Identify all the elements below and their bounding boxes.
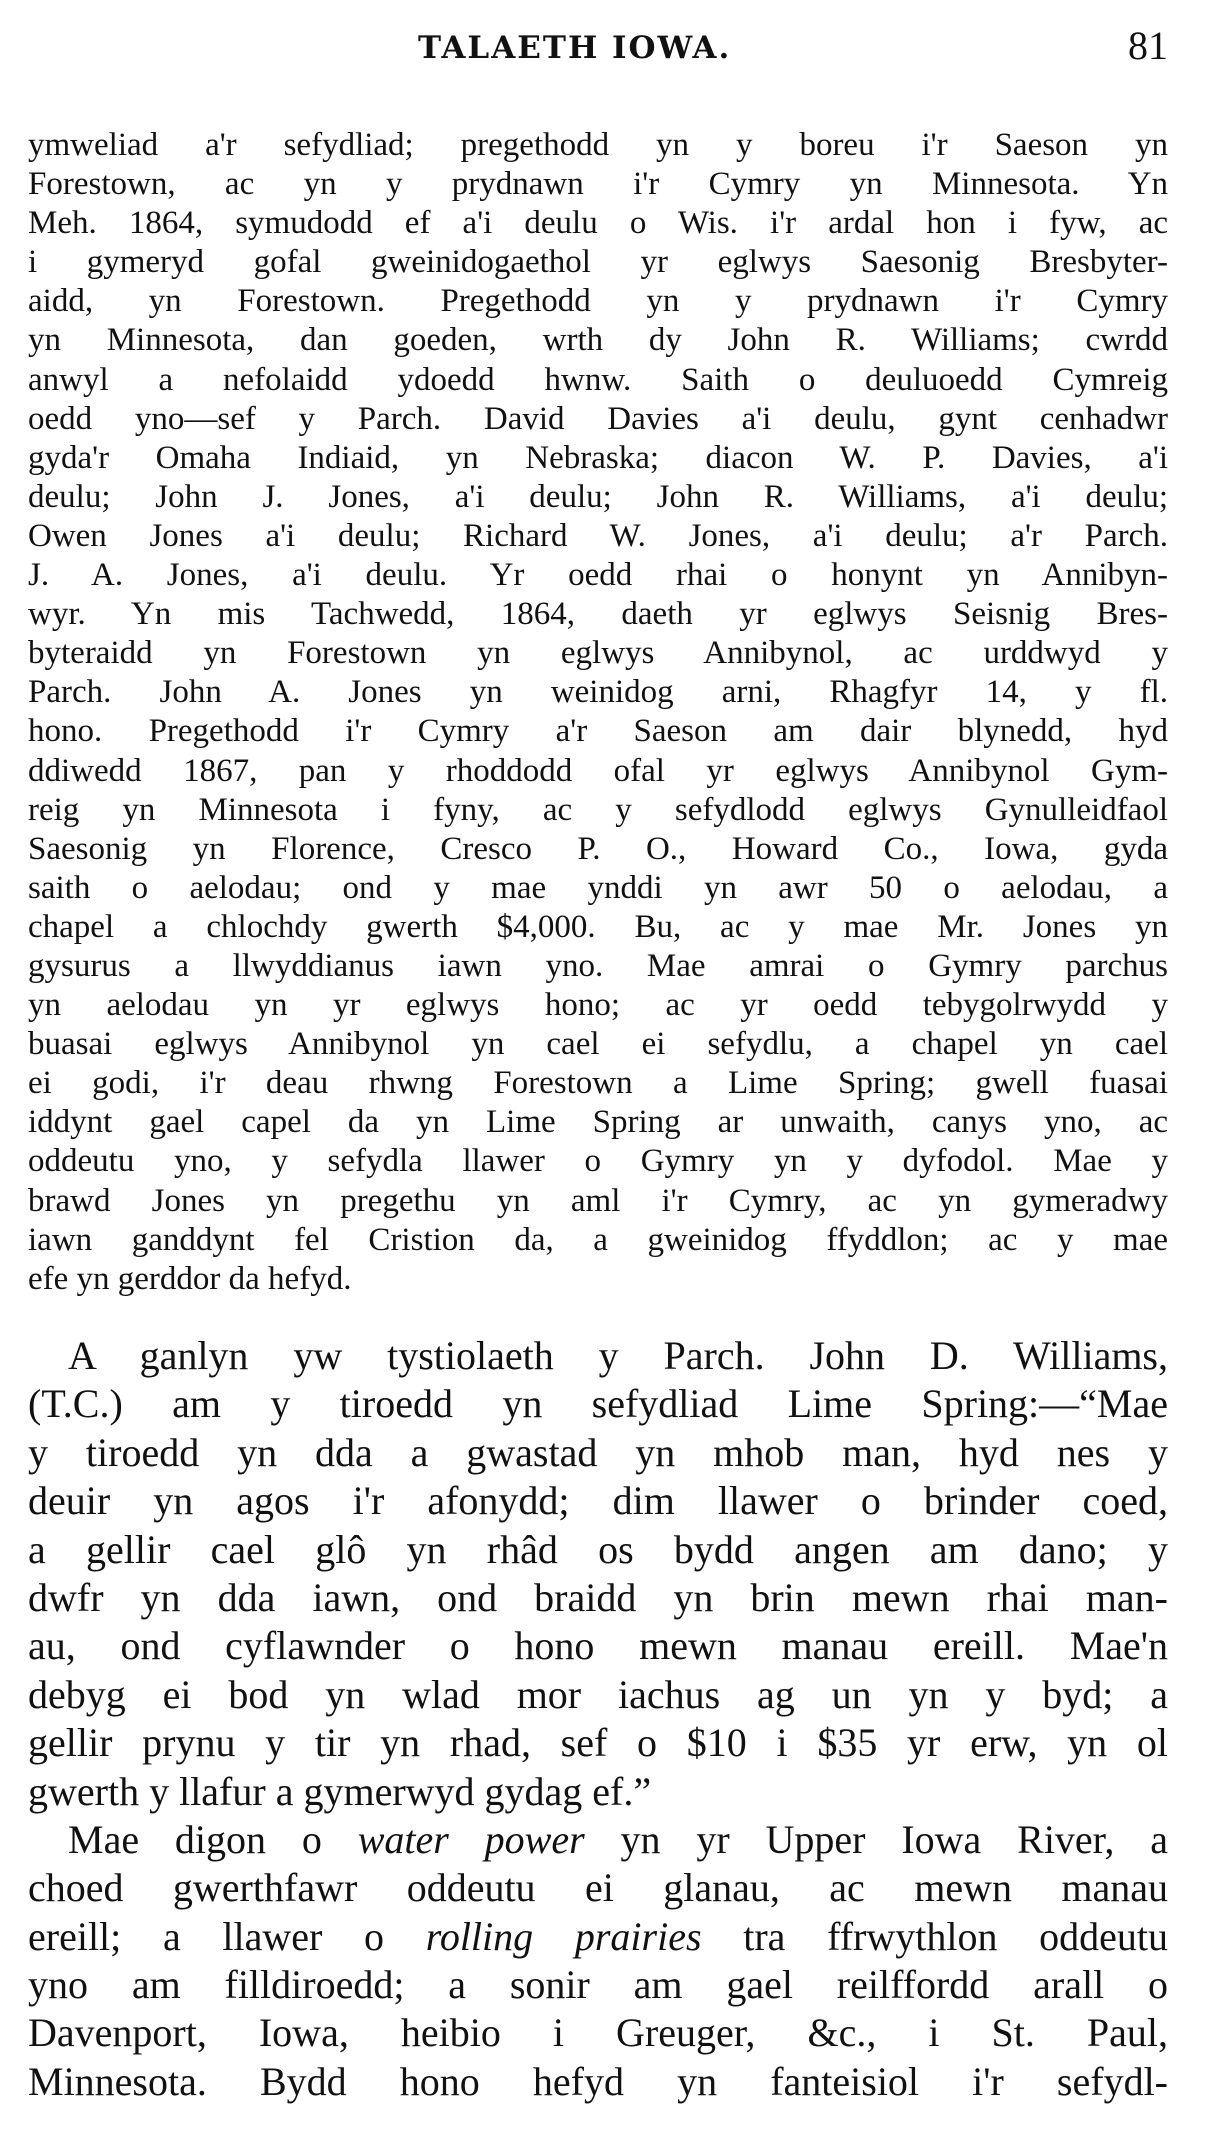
italic-term-water-power: water power (357, 1816, 585, 1862)
paragraph-2-line: A ganlyn yw tystiolaeth y Parch. John D. Williams, (68, 1333, 1168, 1378)
page-number: 81 (1128, 23, 1168, 68)
text-line: oedd yno—sef y Parch. David Davies a'i deulu, gynt cenhadwr (28, 400, 1168, 437)
text-line: wyr. Yn mis Tachwedd, 1864, daeth yr eglwys Seisnig Bres- (28, 596, 1168, 633)
text-line: aidd, yn Forestown. Pregethodd yn y prydnawn i'r Cymry (28, 283, 1168, 320)
text-line: iawn ganddynt fel Cristion da, a gweinidog ffyddlon; ac y mae (28, 1221, 1168, 1258)
page-header (28, 22, 1168, 72)
text-line: saith o aelodau; ond y mae ynddi yn awr 50 o aelodau, a (28, 869, 1168, 906)
paragraph-2-line: a gellir cael glô yn rhâd os bydd angen am dano; y (28, 1526, 1168, 1572)
text-line: buasai eglwys Annibynol yn cael ei sefydlu, a chapel yn cael (28, 1026, 1168, 1063)
text-line: deulu; John J. Jones, a'i deulu; John R. Williams, a'i deulu; (28, 478, 1168, 515)
paragraph-2-line: deuir yn agos i'r afonydd; dim llawer o brinder coed, (28, 1478, 1168, 1524)
text-line: chapel a chlochdy gwerth $4,000. Bu, ac y mae Mr. Jones yn (28, 908, 1168, 945)
paragraph-1 (28, 126, 1168, 1299)
text-line: i gymeryd gofal gweinidogaethol yr eglwys Saesonig Bresbyter- (28, 244, 1168, 281)
text-line: Owen Jones a'i deulu; Richard W. Jones, a'i deulu; a'r Parch. (28, 517, 1168, 554)
text-line: Forestown, ac yn y prydnawn i'r Cymry yn Minnesota. Yn (28, 166, 1168, 203)
text-line: yn aelodau yn yr eglwys hono; ac yr oedd tebygolrwydd y (28, 987, 1168, 1024)
text-line: brawd Jones yn pregethu yn aml i'r Cymry, ac yn gymeradwy (28, 1182, 1168, 1219)
text-line: iddynt gael capel da yn Lime Spring ar unwaith, canys yno, ac (28, 1104, 1168, 1141)
paragraph-2-line: (T.C.) am y tiroedd yn sefydliad Lime Spring:—“Mae (28, 1381, 1168, 1427)
text-line: yn Minnesota, dan goeden, wrth dy John R. Williams; cwrdd (28, 322, 1168, 359)
text-line: byteraidd yn Forestown yn eglwys Annibynol, ac urddwyd y (28, 635, 1168, 672)
text-line: J. A. Jones, a'i deulu. Yr oedd rhai o honynt yn Annibyn- (28, 557, 1168, 594)
italic-term-rolling-prairies: rolling prairies (425, 1913, 702, 1959)
text-line: gysurus a llwyddianus iawn yno. Mae amrai o Gymry parchus (28, 947, 1168, 984)
paragraph-3-line: Davenport, Iowa, heibio i Greuger, &c., i St. Paul, (28, 2010, 1168, 2056)
paragraph-2-line: debyg ei bod yn wlad mor iachus ag un yn y byd; a (28, 1671, 1168, 1717)
text-line: ei godi, i'r deau rhwng Forestown a Lime Spring; gwell fuasai (28, 1065, 1168, 1102)
paragraph-2-line: au, ond cyflawnder o hono mewn manau ereill. Mae'n (28, 1623, 1168, 1669)
text-run: tra ffrwythlon oddeutu (701, 1913, 1168, 1959)
text-line: Parch. John A. Jones yn weinidog arni, Rhagfyr 14, y fl. (28, 674, 1168, 711)
text-line: oddeutu yno, y sefydla llawer o Gymry yn y dyfodol. Mae y (28, 1143, 1168, 1180)
paragraph-2-line: dwfr yn dda iawn, ond braidd yn brin mewn rhai man- (28, 1574, 1168, 1620)
text-line: ddiwedd 1867, pan y rhoddodd ofal yr eglwys Annibynol Gym- (28, 752, 1168, 789)
paragraph-3-line (28, 1913, 1168, 1961)
paragraph-3-line (28, 1816, 1168, 1864)
text-line: reig yn Minnesota i fyny, ac y sefydlodd eglwys Gynulleidfaol (28, 791, 1168, 828)
text-run: yn yr Upper Iowa River, a (584, 1816, 1169, 1862)
text-line: Meh. 1864, symudodd ef a'i deulu o Wis. i'r ardal hon i fyw, ac (28, 205, 1168, 242)
text-run: ereill; a llawer o (28, 1913, 426, 1959)
text-line: anwyl a nefolaidd ydoedd hwnw. Saith o deuluoedd Cymreig (28, 361, 1168, 398)
text-line: gyda'r Omaha Indiaid, yn Nebraska; diacon W. P. Davies, a'i (28, 439, 1168, 476)
text-line: ymweliad a'r sefydliad; pregethodd yn y boreu i'r Saeson yn (28, 127, 1168, 163)
paragraphs-large-type (28, 1332, 1168, 2106)
text-line: hono. Pregethodd i'r Cymry a'r Saeson am dair blynedd, hyd (28, 713, 1168, 750)
paragraph-2-line: y tiroedd yn dda a gwastad yn mhob man, hyd nes y (28, 1429, 1168, 1475)
paragraph-2-line: gwerth y llafur a gymerwyd gydag ef.” (28, 1768, 652, 1814)
paragraph-2-line: gellir prynu y tir yn rhad, sef o $10 i $35 yr erw, yn ol (28, 1720, 1168, 1766)
text-line: Saesonig yn Florence, Cresco P. O., Howard Co., Iowa, gyda (28, 830, 1168, 867)
text-line: efe yn gerddor da hefyd. (28, 1260, 352, 1297)
paragraph-3-line: yno am filldiroedd; a sonir am gael reilffordd arall o (28, 1962, 1168, 2008)
text-run: Mae digon o (68, 1816, 358, 1862)
paragraph-3-line: choed gwerthfawr oddeutu ei glanau, ac mewn manau (28, 1865, 1168, 1911)
running-title: TALAETH IOWA. (418, 30, 732, 66)
paragraph-3-line: Minnesota. Bydd hono hefyd yn fanteisiol i'r sefydl- (28, 2058, 1168, 2104)
